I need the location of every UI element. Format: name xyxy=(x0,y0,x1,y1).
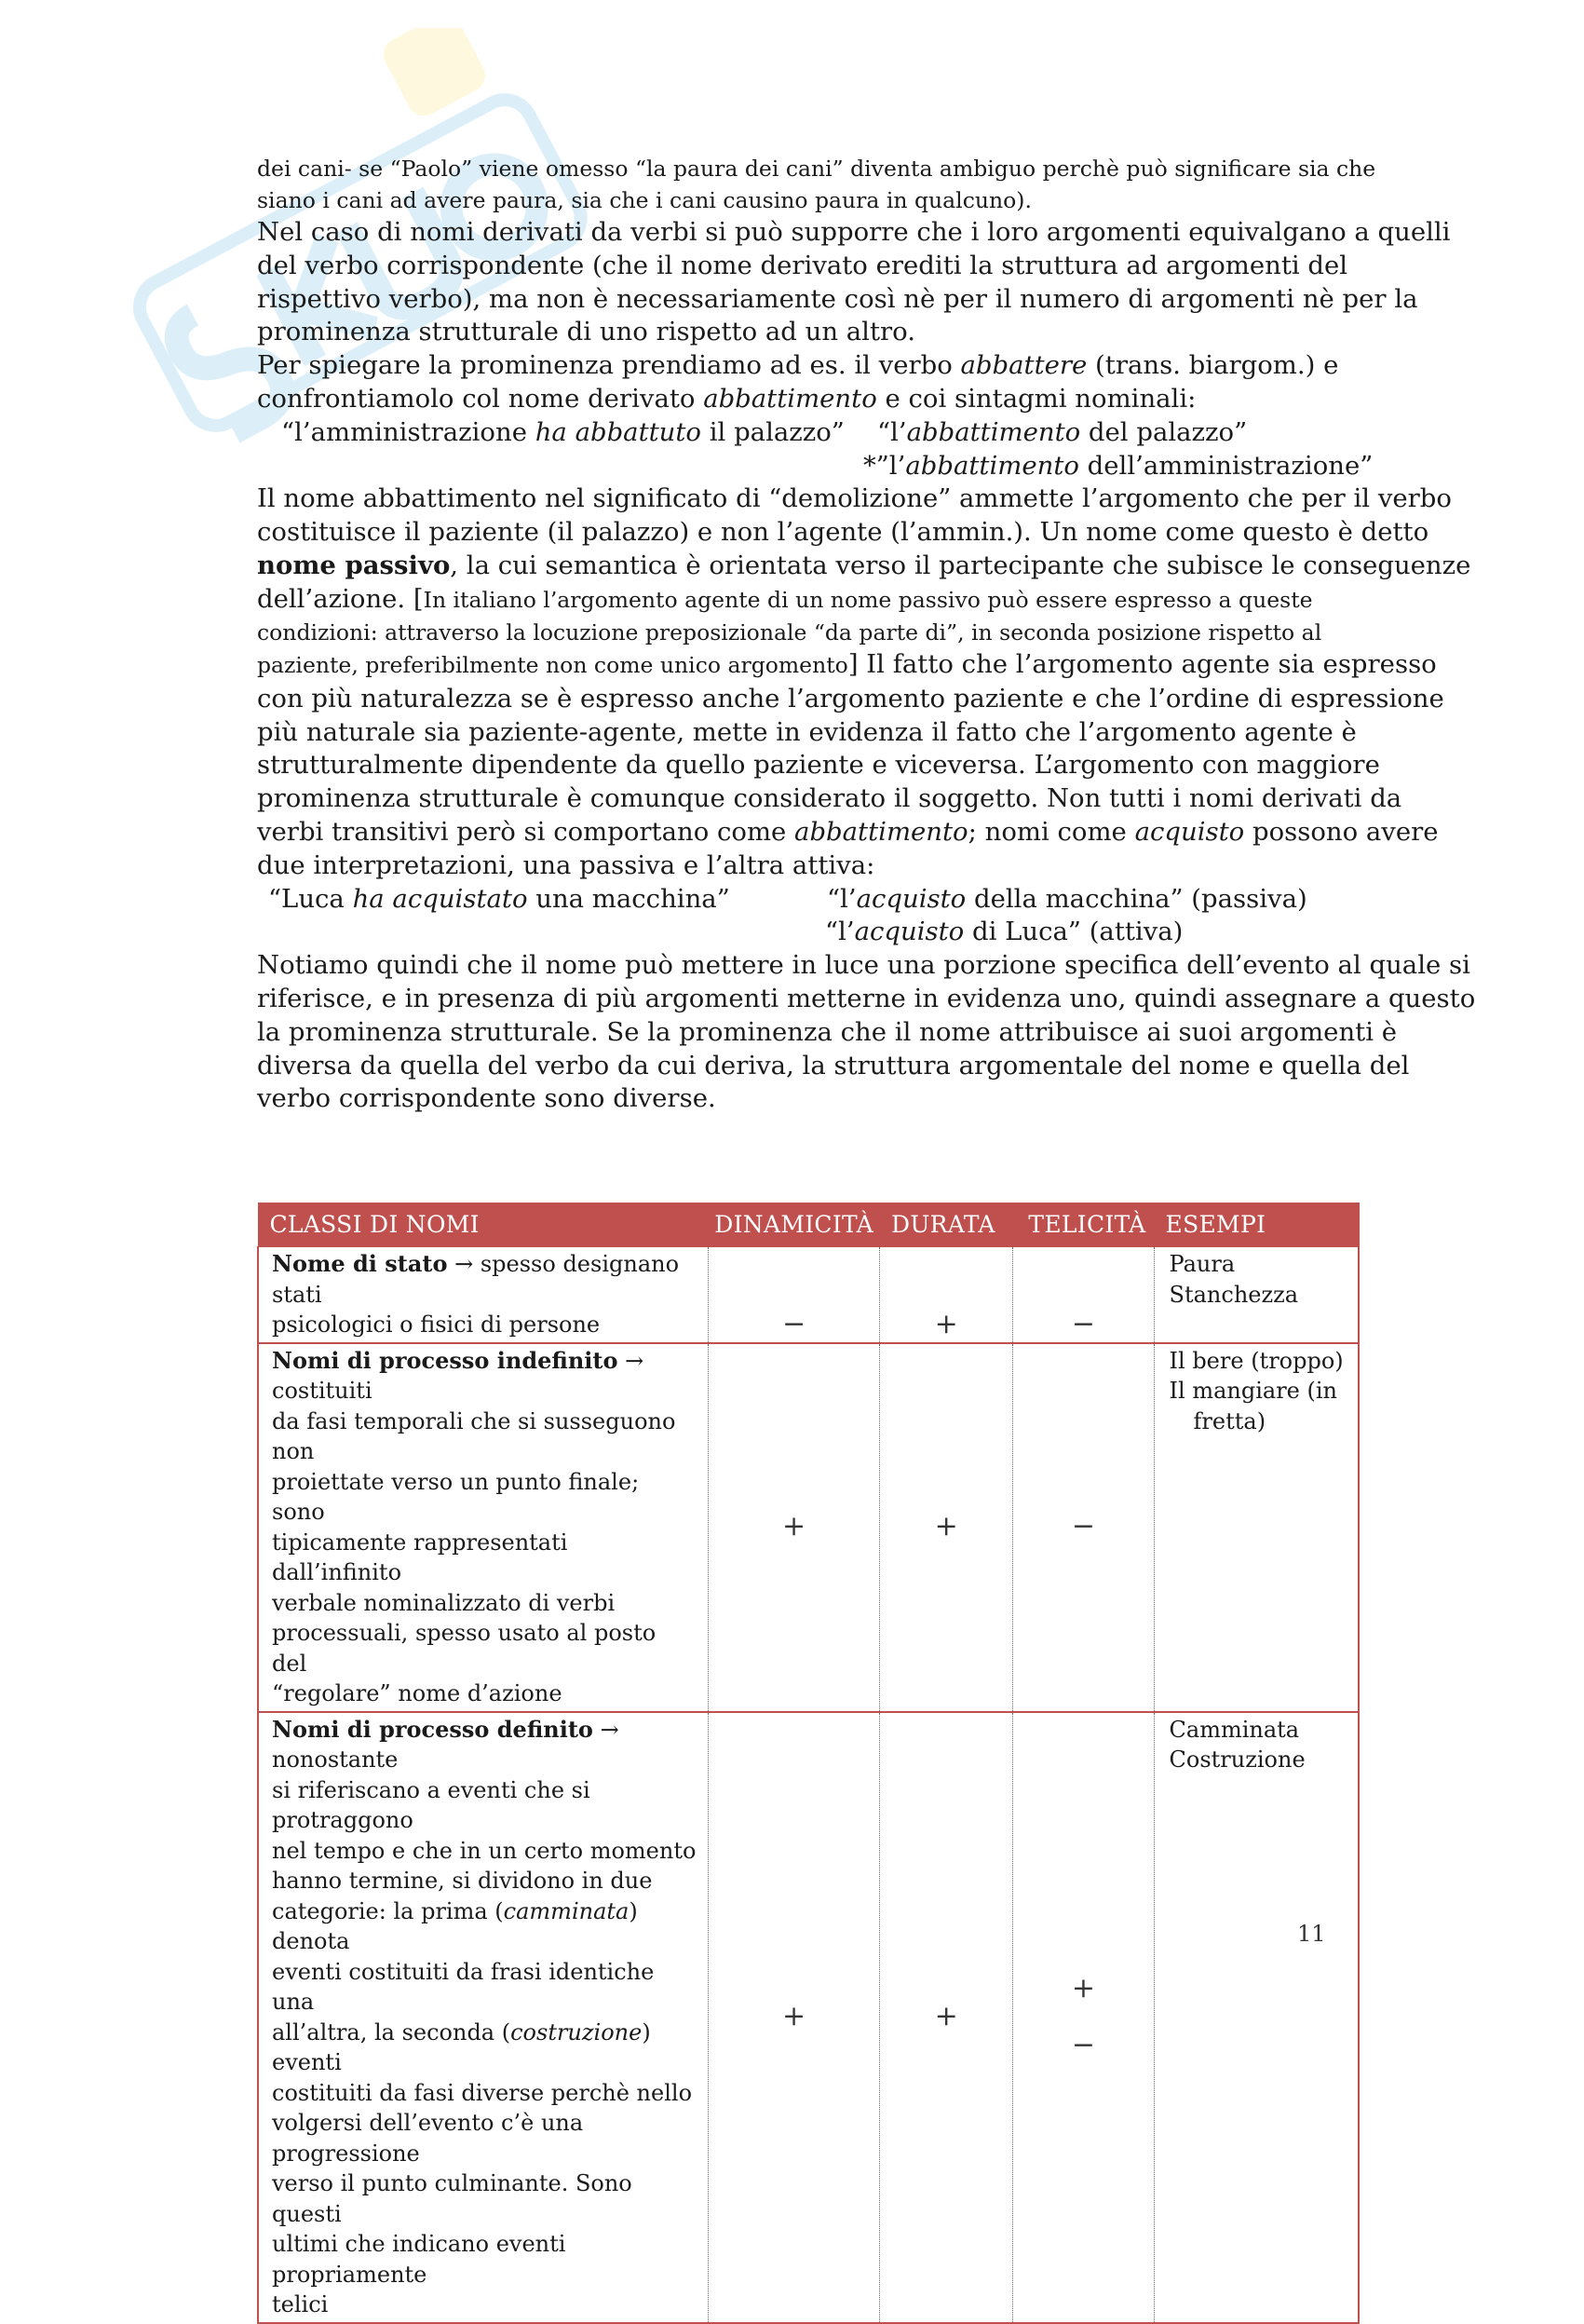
noun-classes-table xyxy=(257,1203,1360,2324)
header-durata: DURATA xyxy=(879,1203,1012,1247)
paragraph-line: nome passivo, la cui semantica è orientata verso il partecipante che subisce le conseguenze xyxy=(257,550,1471,580)
telicita-value: + − xyxy=(1013,1712,1154,2323)
class-description: Nome di stato → spesso designano stati psicologici o fisici di persone xyxy=(258,1247,709,1343)
table-header-row xyxy=(258,1203,1359,1247)
paragraph-line: diversa da quella del verbo da cui deriva, la struttura argomentale del nome e quella del xyxy=(257,1050,1410,1080)
table-row xyxy=(258,1712,1359,2323)
header-esempi: ESEMPI xyxy=(1154,1203,1359,1247)
paragraph-line: siano i cani ad avere paura, sia che i cani causino paura in qualcuno). xyxy=(257,186,1032,213)
paragraph-line: dell’azione. [In italiano l’argomento agente di un nome passivo può essere espresso a queste xyxy=(257,583,1313,614)
example-row: *”l’abbattimento dell’amministrazione” xyxy=(863,450,1374,481)
dinamicita-value: + xyxy=(709,1712,880,2323)
example-row: “Luca ha acquistato una macchina” “l’acquisto della macchina” (passiva) xyxy=(268,883,1307,914)
paragraph-line: con più naturalezza se è espresso anche l’argomento paziente e che l’ordine di espressione xyxy=(257,683,1444,714)
telicita-value: − xyxy=(1013,1247,1154,1343)
paragraph-line: strutturalmente dipendente da quello paziente e viceversa. L’argomento con maggiore xyxy=(257,750,1380,781)
example-row: “l’amministrazione ha abbattuto il palazzo” “l’abbattimento del palazzo” xyxy=(281,416,1248,447)
paragraph-line: la prominenza strutturale. Se la prominenza che il nome attribuisce ai suoi argomenti è xyxy=(257,1016,1398,1047)
paragraph-line: Notiamo quindi che il nome può mettere in luce una porzione specifica dell’evento al quale si xyxy=(257,950,1470,981)
header-classi: CLASSI DI NOMI xyxy=(258,1203,709,1247)
durata-value: + xyxy=(879,1247,1012,1343)
table-row xyxy=(258,1343,1359,1712)
paragraph-line: costituisce il paziente (il palazzo) e non l’agente (l’ammin.). Un nome come questo è detto xyxy=(257,517,1429,548)
paragraph-line: Il nome abbattimento nel significato di “demolizione” ammette l’argomento che per il verbo xyxy=(257,483,1452,514)
paragraph-line: due interpretazioni, una passiva e l’altra attiva: xyxy=(257,849,875,880)
class-description: Nomi di processo indefinito → costituiti da fasi temporali che si susseguono non proiettate verso un punto finale; sono tipicamente rappresentati dall’infinito verbale nominalizzato di verbi processuali, spesso usato al posto del “regolare” nome d’azione xyxy=(258,1343,709,1712)
paragraph-line: del verbo corrispondente (che il nome derivato erediti la struttura ad argomenti del xyxy=(257,250,1348,280)
paragraph-line: prominenza strutturale di uno rispetto ad un altro. xyxy=(257,317,915,347)
paragraph-line: dei cani- se “Paolo” viene omesso “la paura dei cani” diventa ambiguo perchè può significare sia che xyxy=(257,156,1376,182)
paragraph-line: riferisce, e in presenza di più argomenti metterne in evidenza uno, quindi assegnare a questo xyxy=(257,984,1476,1014)
esempi-cell: Paura Stanchezza xyxy=(1154,1247,1359,1343)
paragraph-line: rispettivo verbo), ma non è necessariamente così nè per il numero di argomenti nè per la xyxy=(257,283,1418,314)
dinamicita-value: + xyxy=(709,1343,880,1712)
esempi-cell: Camminata Costruzione xyxy=(1154,1712,1359,2323)
paragraph-line: paziente, preferibilmente non come unico argomento] Il fatto che l’argomento agente sia espresso xyxy=(257,649,1437,680)
durata-value: + xyxy=(879,1343,1012,1712)
table-row xyxy=(258,1247,1359,1343)
durata-value: + xyxy=(879,1712,1012,2323)
paragraph-line: più naturale sia paziente-agente, mette in evidenza il fatto che l’argomento agente è xyxy=(257,716,1357,747)
page-number: 11 xyxy=(1297,1921,1326,1947)
example-row: “l’acquisto di Luca” (attiva) xyxy=(825,917,1184,947)
paragraph-line: condizioni: attraverso la locuzione preposizionale “da parte di”, in seconda posizione rispetto al xyxy=(257,618,1322,646)
body-text xyxy=(257,154,1476,1116)
paragraph-line: Per spiegare la prominenza prendiamo ad es. il verbo abbattere (trans. biargom.) e xyxy=(257,350,1339,381)
header-dinamicita: DINAMICITÀ xyxy=(709,1203,880,1247)
header-telicita: TELICITÀ xyxy=(1013,1203,1154,1247)
class-description: Nomi di processo definito → nonostante si riferiscano a eventi che si protraggono nel tempo e che in un certo momento hanno termine, si dividono in due categorie: la prima (camminata) denota eventi costituiti da frasi identiche una all’altra, la seconda (costruzione) eventi costituiti da fasi diverse perchè nello volgersi dell’evento c’è una progressione verso il punto culminante. Sono questi ultimi che indicano eventi propriamente telici xyxy=(258,1712,709,2323)
paragraph-line: prominenza strutturale è comunque considerato il soggetto. Non tutti i nomi derivati da xyxy=(257,783,1402,814)
telicita-value: − xyxy=(1013,1343,1154,1712)
paragraph-line: confrontiamolo col nome derivato abbattimento e coi sintagmi nominali: xyxy=(257,383,1197,414)
paragraph-line: verbo corrispondente sono diverse. xyxy=(257,1083,716,1114)
esempi-cell: Il bere (troppo) Il mangiare (in fretta) xyxy=(1154,1343,1359,1712)
paragraph-line: Nel caso di nomi derivati da verbi si può supporre che i loro argomenti equivalgano a quelli xyxy=(257,217,1451,247)
dinamicita-value: − xyxy=(709,1247,880,1343)
paragraph-line: verbi transitivi però si comportano come abbattimento; nomi come acquisto possono avere xyxy=(257,817,1439,848)
